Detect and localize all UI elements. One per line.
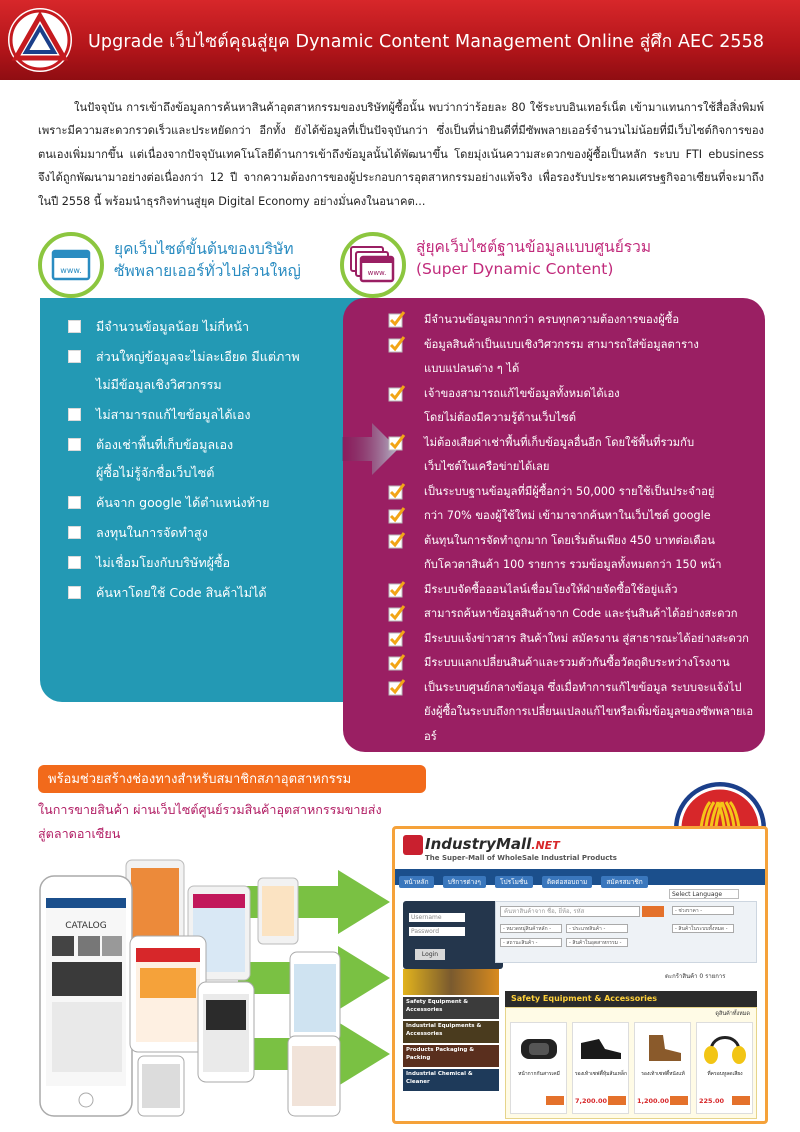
banner-text: พร้อมช่วยสร้างช่องทางสำหรับสมาชิกสภาอุตสาหกรรม bbox=[48, 772, 352, 787]
product-panel-title: Safety Equipment & Accessories bbox=[505, 991, 757, 1007]
list-item: เจ้าของสามารถแก้ไขข้อมูลทั้งหมดได้เอง โดยไม่ต้องมีความรู้ด้านเว็บไซต์ bbox=[386, 382, 758, 431]
old-features-list bbox=[66, 312, 366, 608]
new-features-list bbox=[386, 308, 758, 749]
checkmark-icon bbox=[388, 434, 406, 452]
leather-boot-icon bbox=[639, 1029, 687, 1067]
mobile-devices-illustration bbox=[38, 856, 398, 1118]
list-item: เป็นระบบฐานข้อมูลที่มีผู้ซื้อกว่า 50,000 รายใช้เป็นประจำอยู่ bbox=[386, 480, 758, 505]
list-item: ไม่สามารถแก้ไขข้อมูลได้เอง bbox=[66, 400, 366, 430]
checkbox-empty-icon bbox=[68, 496, 81, 509]
category-item[interactable]: Industrial Equipments & Accessories bbox=[403, 1021, 499, 1043]
page-title: Upgrade เว็บไซต์คุณสู่ยุค Dynamic Content Management Online สู่ศึก AEC 2558 bbox=[88, 32, 765, 52]
username-field[interactable]: Username bbox=[409, 913, 465, 922]
nav-item[interactable]: โปรโมชั่น bbox=[495, 876, 533, 888]
checkmark-icon bbox=[388, 605, 406, 623]
filter-select[interactable]: - สินค้าในระบบทั้งหมด - bbox=[672, 924, 734, 933]
buy-button[interactable] bbox=[608, 1096, 626, 1105]
list-item: ต้องเช่าพื้นที่เก็บข้อมูลเอง ผู้ซื้อไม่รู้จักชื่อเว็บไซต์ bbox=[66, 430, 366, 488]
checkbox-empty-icon bbox=[68, 438, 81, 451]
checkmark-icon bbox=[388, 507, 406, 525]
list-item: เป็นระบบศูนย์กลางข้อมูล ซึ่งเมื่อทำการแก้ไขข้อมูล ระบบจะแจ้งไป ยังผู้ซื้อในระบบถึงการเปลี่ยนแปลงแก้ไขหรือเพิ่มข้อมูลของซัพพลายเออร์ bbox=[386, 676, 758, 750]
site-navbar bbox=[395, 869, 768, 885]
search-button[interactable] bbox=[642, 906, 664, 917]
list-item: ลงทุนในการจัดทำสูง bbox=[66, 518, 366, 548]
old-website-heading: ยุคเว็บไซต์ขั้นต้นของบริษัท ซัพพลายเออร์ทั่วไปส่วนใหญ่ bbox=[114, 240, 301, 280]
product-card[interactable]: หน้ากากกันสารเคมี bbox=[510, 1022, 567, 1114]
list-item: สามารถค้นหาข้อมูลสินค้าจาก Code และรุ่นสินค้าได้อย่างสะดวก bbox=[386, 602, 758, 627]
cart-status[interactable]: ตะกร้าสินค้า 0 รายการ bbox=[665, 973, 726, 980]
buy-button[interactable] bbox=[732, 1096, 750, 1105]
product-card[interactable]: รองเท้าเซฟตี้หุ้มส้นเหล็ก 7,200.00 bbox=[572, 1022, 629, 1114]
checkmark-icon bbox=[388, 630, 406, 648]
product-card[interactable]: ที่ครอบหูลดเสียง 225.00 bbox=[696, 1022, 753, 1114]
new-website-heading: สู่ยุคเว็บไซต์ฐานข้อมูลแบบศูนย์รวม (Super Dynamic Content) bbox=[416, 238, 652, 278]
product-card[interactable]: รองเท้าเซฟตี้หนังแท้ 1,200.00 bbox=[634, 1022, 691, 1114]
category-item[interactable]: Industrial Chemical & Cleaner bbox=[403, 1069, 499, 1091]
list-item: มีจำนวนข้อมูลมากกว่า ครบทุกความต้องการของผู้ซื้อ bbox=[386, 308, 758, 333]
industrymall-logo: IndustryMall.NET bbox=[425, 835, 560, 853]
list-item: ส่วนใหญ่ข้อมูลจะไม่ละเอียด มีแต่ภาพ ไม่มีข้อมูลเชิงวิศวกรรม bbox=[66, 342, 366, 400]
filter-select[interactable]: - สินค้าในอุตสาหกรรม - bbox=[566, 938, 628, 947]
checkmark-icon bbox=[388, 581, 406, 599]
login-button[interactable]: Login bbox=[415, 949, 445, 960]
earmuff-icon bbox=[701, 1029, 749, 1067]
checkmark-icon bbox=[388, 654, 406, 672]
filter-select[interactable]: - ประเภทสินค้า - bbox=[566, 924, 628, 933]
stacked-windows-icon bbox=[340, 232, 406, 298]
list-item: ข้อมูลสินค้าเป็นแบบเชิงวิศวกรรม สามารถใส่ข้อมูลตาราง แบบแปลนต่าง ๆ ได้ bbox=[386, 333, 758, 382]
category-item[interactable]: Products Packaging & Packing bbox=[403, 1045, 499, 1067]
checkmark-icon bbox=[388, 483, 406, 501]
category-item[interactable]: Safety Equipment & Accessories bbox=[403, 997, 499, 1019]
phone-screen-text: CATALOG bbox=[65, 921, 107, 931]
cart-box-icon bbox=[403, 835, 423, 855]
filter-select[interactable]: - หมวดหมู่สินค้าหลัก - bbox=[500, 924, 562, 933]
buy-button[interactable] bbox=[546, 1096, 564, 1105]
category-banner-image bbox=[403, 969, 499, 995]
checkbox-empty-icon bbox=[68, 320, 81, 333]
search-input[interactable]: ค้นหาสินค้าจาก ชื่อ, ยี่ห้อ, รหัส bbox=[500, 906, 640, 917]
checkmark-icon bbox=[388, 311, 406, 329]
list-item: มีระบบจัดซื้อออนไลน์เชื่อมโยงให้ฝ่ายจัดซื้อใช้อยู่แล้ว bbox=[386, 578, 758, 603]
checkmark-icon bbox=[388, 679, 406, 697]
respirator-mask-icon bbox=[515, 1029, 563, 1067]
list-item: มีจำนวนข้อมูลน้อย ไม่กี่หน้า bbox=[66, 312, 366, 342]
checkbox-empty-icon bbox=[68, 526, 81, 539]
checkbox-empty-icon bbox=[68, 556, 81, 569]
browser-icon-label: www. bbox=[60, 266, 82, 275]
header-bar bbox=[0, 0, 800, 80]
industrymall-screenshot bbox=[392, 826, 768, 1124]
buy-button[interactable] bbox=[670, 1096, 688, 1105]
checkbox-empty-icon bbox=[68, 408, 81, 421]
list-item: ไม่เชื่อมโยงกับบริษัทผู้ซื้อ bbox=[66, 548, 366, 578]
filter-select[interactable]: - สถานะสินค้า - bbox=[500, 938, 562, 947]
checkmark-icon bbox=[388, 336, 406, 354]
search-area bbox=[495, 901, 757, 963]
checkbox-empty-icon bbox=[68, 350, 81, 363]
site-tagline: The Super-Mall of WholeSale Industrial Products bbox=[425, 854, 617, 862]
nav-item[interactable]: บริการต่างๆ bbox=[443, 876, 486, 888]
checkmark-icon bbox=[388, 385, 406, 403]
nav-item[interactable]: ติดต่อสอบถาม bbox=[542, 876, 592, 888]
list-item: มีระบบแลกเปลี่ยนสินค้าและรวมตัวกันซื้อวัตถุดิบระหว่างโรงงาน bbox=[386, 651, 758, 676]
list-item: ไม่ต้องเสียค่าเช่าพื้นที่เก็บข้อมูลอื่นอีก โดยใช้พื้นที่รวมกับ เว็บไซต์ในเครือข่ายได้เลย bbox=[386, 431, 758, 480]
list-item: มีระบบแจ้งข่าวสาร สินค้าใหม่ สมัครงาน สู่สาธารณะได้อย่างสะดวก bbox=[386, 627, 758, 652]
view-all-link[interactable]: ดูสินค้าทั้งหมด bbox=[715, 1011, 750, 1017]
checkmark-icon bbox=[388, 532, 406, 550]
intro-paragraph: ในปัจจุบัน การเข้าถึงข้อมูลการค้นหาสินค้าอุตสาหกรรมของบริษัทผู้ซื้อนั้น พบว่ากว่าร้อยละ 80 ใช้ระบบอินเทอร์เน็ต เข้ามาแทนการใช้สื่อสิ่งพิมพ์ เพราะมีความสะดวกรวดเร็วและประหยัดกว่า อีกทั้ง ยังได้ข้อมูลที่เป็นปัจจุบันกว่า ซึ่งเป็นที่น่ายินดีที่มีซัพพลายเออร์จำนวนไม่น้อยที่มีเว็บไซต์กิจการของตนเองเพิ่มมากขึ้น แต่เนื่องจากปัจจุบันเทคโนโลยีด้านการเข้าถึงข้อมูลนั้นได้พัฒนาขึ้น โดยมุ่งเน้นความสะดวกของผู้ซื้อเป็นหลัก ระบบ FTI ebusiness จึงได้ถูกพัฒนามาอย่างต่อเนื่องกว่า 12 ปี จากความต้องการของผู้ประกอบการอุตสาหกรรมอย่างแท้จริง เพื่อรองรับประชาคมเศรษฐกิจอาเซียนที่จะมาถึงในปี 2558 นี้ พร้อมนำธุรกิจท่านสู่ยุค Digital Economy อย่างมั่นคงในอนาคต... bbox=[38, 101, 764, 208]
fti-logo-icon bbox=[6, 6, 74, 74]
nav-item[interactable]: หน้าหลัก bbox=[399, 876, 434, 888]
browser-window-icon bbox=[38, 232, 104, 298]
safety-shoe-icon bbox=[577, 1029, 625, 1067]
login-box bbox=[403, 901, 503, 969]
checkbox-empty-icon bbox=[68, 586, 81, 599]
list-item: ต้นทุนในการจัดทำถูกมาก โดยเริ่มต้นเพียง 450 บาทต่อเดือน กับโควตาสินค้า 100 รายการ รวมข้อมูลทั้งหมดกว่า 150 หน้า bbox=[386, 529, 758, 578]
nav-item[interactable]: สมัครสมาชิก bbox=[601, 876, 647, 888]
password-field[interactable]: Password bbox=[409, 927, 465, 936]
list-item: กว่า 70% ของผู้ใช้ใหม่ เข้ามาจากค้นหาในเว็บไซต์ google bbox=[386, 504, 758, 529]
filter-select[interactable]: - ช่วงราคา - bbox=[672, 906, 734, 915]
stacked-icon-label: www. bbox=[367, 269, 387, 277]
list-item: ค้นจาก google ได้ตำแหน่งท้าย bbox=[66, 488, 366, 518]
language-select[interactable]: Select Language bbox=[669, 889, 739, 899]
product-panel bbox=[505, 1007, 757, 1119]
banner-subtext: ในการขายสินค้า ผ่านเว็บไซต์ศูนย์รวมสินค้าอุตสาหกรรมขายส่ง สู่ตลาดอาเซียน bbox=[38, 802, 382, 841]
list-item: ค้นหาโดยใช้ Code สินค้าไม่ได้ bbox=[66, 578, 366, 608]
